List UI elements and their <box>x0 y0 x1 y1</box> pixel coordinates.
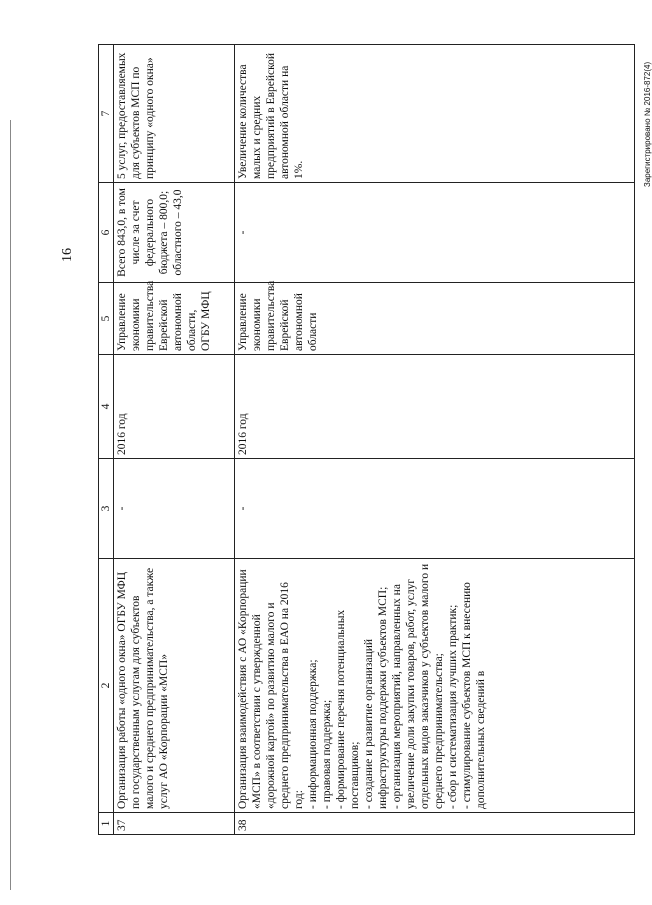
executor-cell: Управление экономики правительства Еврейской автономной области, ОГБУ МФЦ <box>114 283 235 355</box>
header-cell: 6 <box>99 183 114 283</box>
activity-item: - стимулирование субъектов МСП к внесению дополнительных сведений в <box>461 582 487 809</box>
table-header-row <box>99 45 114 835</box>
activity-item: - правовая поддержка; <box>321 699 333 809</box>
header-cell: 4 <box>99 355 114 459</box>
header-cell: 5 <box>99 283 114 355</box>
activity-intro: Организация взаимодействия с АО «Корпорации «МСП» в соответствии с утвержденной «дорожной картой» по развитию малого и среднего предпринимательства в ЕАО на 2016 год: <box>237 569 305 809</box>
table-row <box>235 45 635 835</box>
page-number: 16 <box>60 248 75 262</box>
activity-cell <box>235 559 635 813</box>
activity-item: - сбор и систематизация лучших практик; <box>447 604 459 809</box>
column-3-cell: - <box>114 459 235 559</box>
executor-cell: Управление экономики правительства Еврейской автономной области <box>235 283 635 355</box>
header-cell: 3 <box>99 459 114 559</box>
result-cell: 5 услуг, предоставляемых для субъектов МСП по принципу «одного окна» <box>114 45 235 183</box>
table-row <box>114 45 235 835</box>
measures-table <box>98 44 635 835</box>
activity-item: - информационная поддержка; <box>307 659 319 809</box>
column-3-cell: - <box>235 459 635 559</box>
term-cell: 2016 год <box>235 355 635 459</box>
activity-item: - организация мероприятий, направленных на увеличение доли закупки товаров, работ, услуг отдельных видов заказчиков у субъектов малого и среднего предпринимательства; <box>391 563 445 809</box>
registration-mark: Зарегистрировано № 2016-872(4) <box>643 61 652 187</box>
activity-item: - формирование перечня потенциальных поставщиков; <box>335 609 361 809</box>
term-cell: 2016 год <box>114 355 235 459</box>
row-number: 38 <box>235 813 635 835</box>
header-cell: 1 <box>99 813 114 835</box>
result-cell: Увеличение количества малых и средних предприятий в Еврейской автономной области на 1%. <box>235 45 635 183</box>
activity-cell: Организация работы «одного окна» ОГБУ МФЦ по государственным услугам для субъектов малого и среднего предпринимательства, а также услуг АО «Корпорации «МСП» <box>114 559 235 813</box>
row-number: 37 <box>114 813 235 835</box>
header-cell: 2 <box>99 559 114 813</box>
funding-cell: - <box>235 183 635 283</box>
header-cell: 7 <box>99 45 114 183</box>
rotated-page <box>60 45 652 835</box>
margin-line <box>10 120 11 890</box>
funding-cell: Всего 843,0, в том числе за счет федерального бюджета – 800,0; областного – 43,0 <box>114 183 235 283</box>
activity-item: - создание и развитие организаций инфраструктуры поддержки субъектов МСП; <box>363 586 389 809</box>
